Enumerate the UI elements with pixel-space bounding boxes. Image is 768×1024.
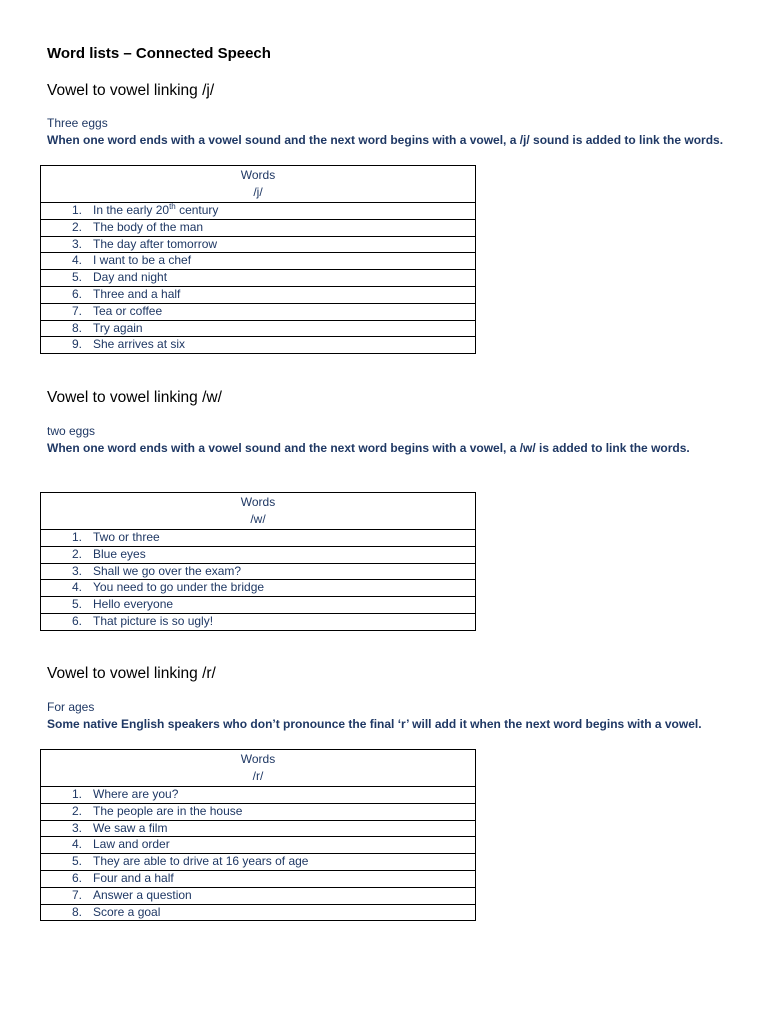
table-header-label: Words [240,752,276,766]
row-number: 4. [71,580,82,595]
table-row [41,270,476,287]
row-number: 6. [71,613,82,628]
table-row [41,236,476,253]
table-row [41,887,476,904]
table-subheader-label: /r/ [252,769,264,783]
row-number: 8. [71,904,82,919]
table-row [41,904,476,921]
table-row [41,613,476,630]
table-row [41,546,476,563]
table-row [41,597,476,614]
word-table-j [40,165,476,354]
row-number: 1. [71,203,82,217]
row-number: 7. [71,887,82,902]
description-r: Some native English speakers who don’t pronounce the final ‘r’ will add it when the next word begins with a vowel. [47,717,702,731]
table-header-label: Words [240,168,276,182]
table-row [41,320,476,337]
row-text: Where are you? [93,787,179,801]
row-number: 2. [71,546,82,561]
row-text: Shall we go over the exam? [93,563,242,578]
table-row [41,820,476,837]
row-text: Law and order [93,837,170,852]
row-number: 2. [71,803,82,818]
row-text: They are able to drive at 16 years of age [93,854,309,869]
word-table-w [40,492,476,631]
table-header-row [41,493,476,530]
table-row [41,253,476,270]
row-text: The people are in the house [93,803,243,818]
row-text: Four and a half [93,870,174,885]
row-number: 3. [71,820,82,835]
table-row [41,870,476,887]
table-row [41,303,476,320]
row-number: 3. [71,236,82,251]
row-number: 4. [71,837,82,852]
table-row [41,854,476,871]
table-header-cell [41,493,476,530]
row-number: 4. [71,253,82,268]
row-text: In the early 20th century [93,202,219,217]
table-header-label: Words [240,495,276,509]
row-superscript: th [169,202,176,211]
table-row [41,337,476,354]
section-heading-j: Vowel to vowel linking /j/ [47,82,215,99]
row-text: Tea or coffee [93,303,163,318]
row-text: I want to be a chef [93,253,192,268]
table-header-cell [41,750,476,787]
table-header-cell [41,166,476,203]
row-text: Day and night [93,270,168,285]
table-row [41,219,476,236]
row-number: 6. [71,286,82,301]
table-header-row [41,750,476,787]
table-row [41,787,476,804]
row-text: She arrives at six [93,337,186,352]
word-table-r [40,749,476,921]
row-number: 1. [71,530,82,544]
row-number: 6. [71,870,82,885]
table-row [41,530,476,547]
description-w: When one word ends with a vowel sound and the next word begins with a vowel, a /w/ is added to link the words. [47,441,690,455]
row-number: 5. [71,597,82,612]
row-number: 7. [71,303,82,318]
row-number: 5. [71,854,82,869]
row-text: The body of the man [93,219,204,234]
table-row [41,803,476,820]
row-text: We saw a film [93,820,168,835]
row-text: Answer a question [93,887,192,902]
table-subheader-label: /j/ [253,185,263,199]
row-text: That picture is so ugly! [93,613,214,628]
row-text: Two or three [93,530,160,544]
row-text: Three and a half [93,286,181,301]
row-number: 2. [71,219,82,234]
table-row [41,580,476,597]
table-row [41,837,476,854]
row-number: 8. [71,320,82,335]
example-j: Three eggs [47,116,108,130]
example-r: For ages [47,700,95,714]
table-subheader-label: /w/ [250,512,266,526]
row-number: 1. [71,787,82,801]
table-row [41,203,476,220]
section-heading-w: Vowel to vowel linking /w/ [47,389,222,406]
row-text: The day after tomorrow [93,236,218,251]
page-title: Word lists – Connected Speech [47,45,271,62]
row-text: Blue eyes [93,546,146,561]
row-number: 3. [71,563,82,578]
description-j: When one word ends with a vowel sound and the next word begins with a vowel, a /j/ sound is added to link the words. [47,133,724,147]
row-text: Hello everyone [93,597,174,612]
table-row [41,563,476,580]
row-number: 5. [71,270,82,285]
row-number: 9. [71,337,82,352]
row-text: You need to go under the bridge [93,580,265,595]
example-w: two eggs [47,424,96,438]
section-heading-r: Vowel to vowel linking /r/ [47,665,216,682]
row-text: Score a goal [93,904,161,919]
table-row [41,286,476,303]
row-text: Try again [93,320,143,335]
table-header-row [41,166,476,203]
